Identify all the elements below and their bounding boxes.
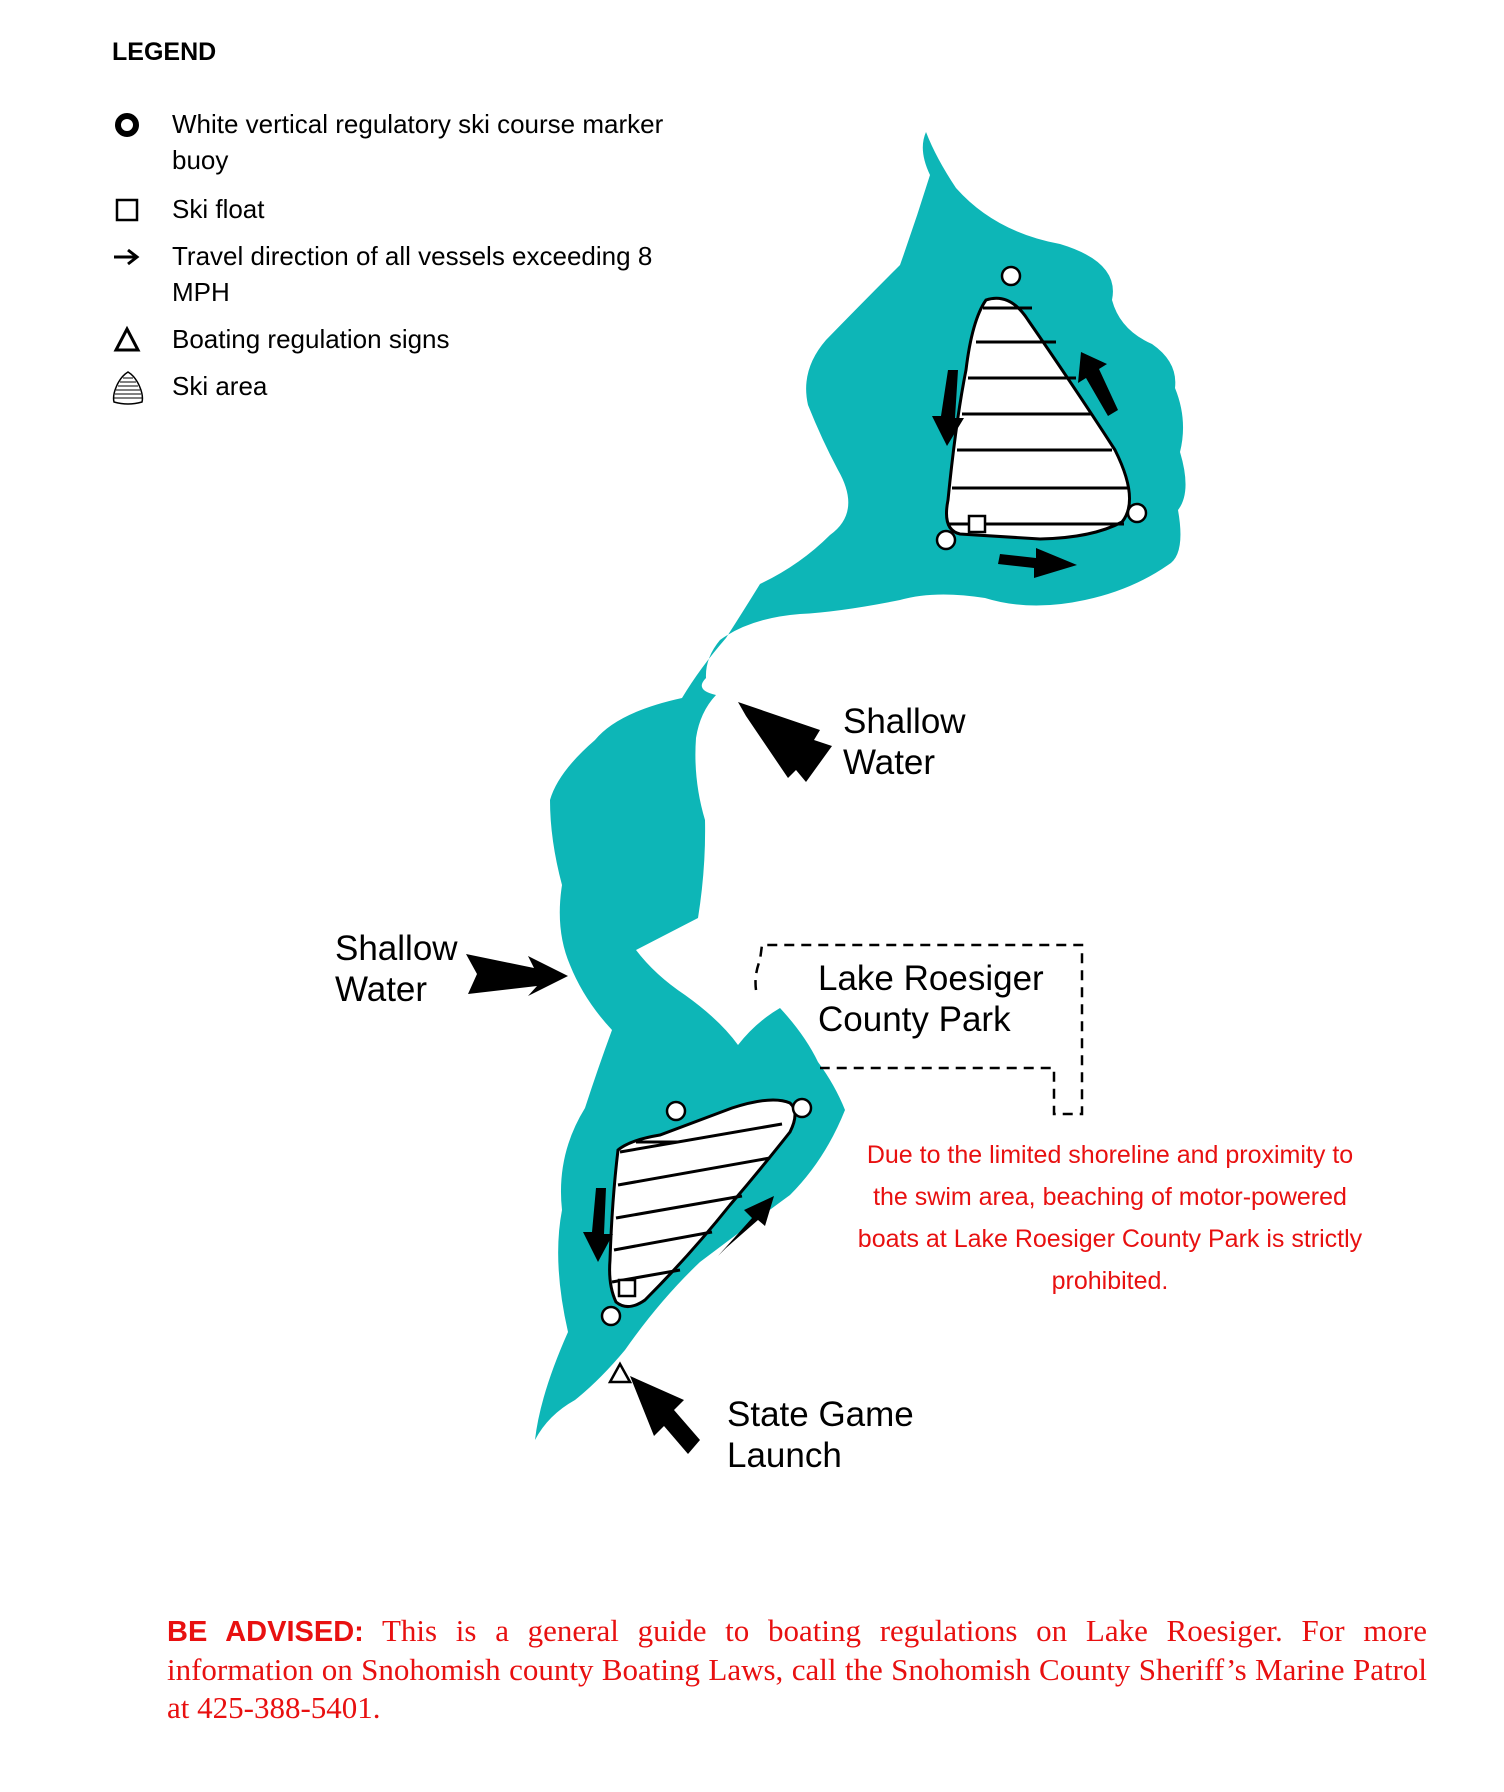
shallow-water-north-label-line1: Shallow bbox=[843, 702, 966, 741]
buoy-icon bbox=[937, 531, 955, 549]
beaching-prohibited-notice: Due to the limited shoreline and proximity to the swim area, beaching of motor-powered boats at Lake Roesiger County Park is strictly prohibited. bbox=[857, 1141, 1363, 1295]
legend-label-buoy: White vertical regulatory ski course marker buoy bbox=[172, 109, 664, 175]
park-label-line2: County Park bbox=[818, 1000, 1011, 1039]
shallow-water-north-label-line2: Water bbox=[843, 743, 936, 782]
shallow-water-west-label-line2: Water bbox=[335, 970, 428, 1009]
legend-label-ski-float: Ski float bbox=[172, 194, 265, 224]
state-game-launch-label-line2: Launch bbox=[727, 1436, 842, 1475]
advisory-paragraph bbox=[167, 1612, 1427, 1727]
regulation-sign-triangle-icon bbox=[610, 1364, 630, 1382]
buoy-icon bbox=[602, 1307, 620, 1325]
legend-label-travel-direction: Travel direction of all vessels exceeding 8 MPH bbox=[172, 241, 653, 307]
advisory-text: This is a general guide to boating regulations on Lake Roesiger. For more information on Snohomish county Boating Laws, call the Snohomish County Sheriff’s Marine Patrol at 425-388-5401. bbox=[167, 1613, 1427, 1725]
buoy-icon bbox=[667, 1102, 685, 1120]
park-label-line1: Lake Roesiger bbox=[818, 959, 1044, 998]
state-game-launch-label-line1: State Game bbox=[727, 1395, 914, 1434]
shallow-water-west-arrow bbox=[466, 954, 568, 996]
advisory-label: BE ADVISED: bbox=[167, 1616, 364, 1648]
buoy-icon bbox=[1002, 267, 1020, 285]
legend-label-ski-area: Ski area bbox=[172, 371, 268, 401]
shallow-water-west-label-line1: Shallow bbox=[335, 929, 458, 968]
state-game-launch-arrow bbox=[630, 1376, 700, 1454]
legend-title: LEGEND bbox=[112, 38, 217, 66]
shallow-water-north-arrow bbox=[738, 702, 832, 782]
buoy-icon bbox=[793, 1099, 811, 1117]
buoy-icon bbox=[1128, 504, 1146, 522]
ski-float-icon bbox=[969, 516, 985, 532]
legend-label-regulation-signs: Boating regulation signs bbox=[172, 324, 450, 354]
ski-float-icon bbox=[619, 1280, 635, 1296]
